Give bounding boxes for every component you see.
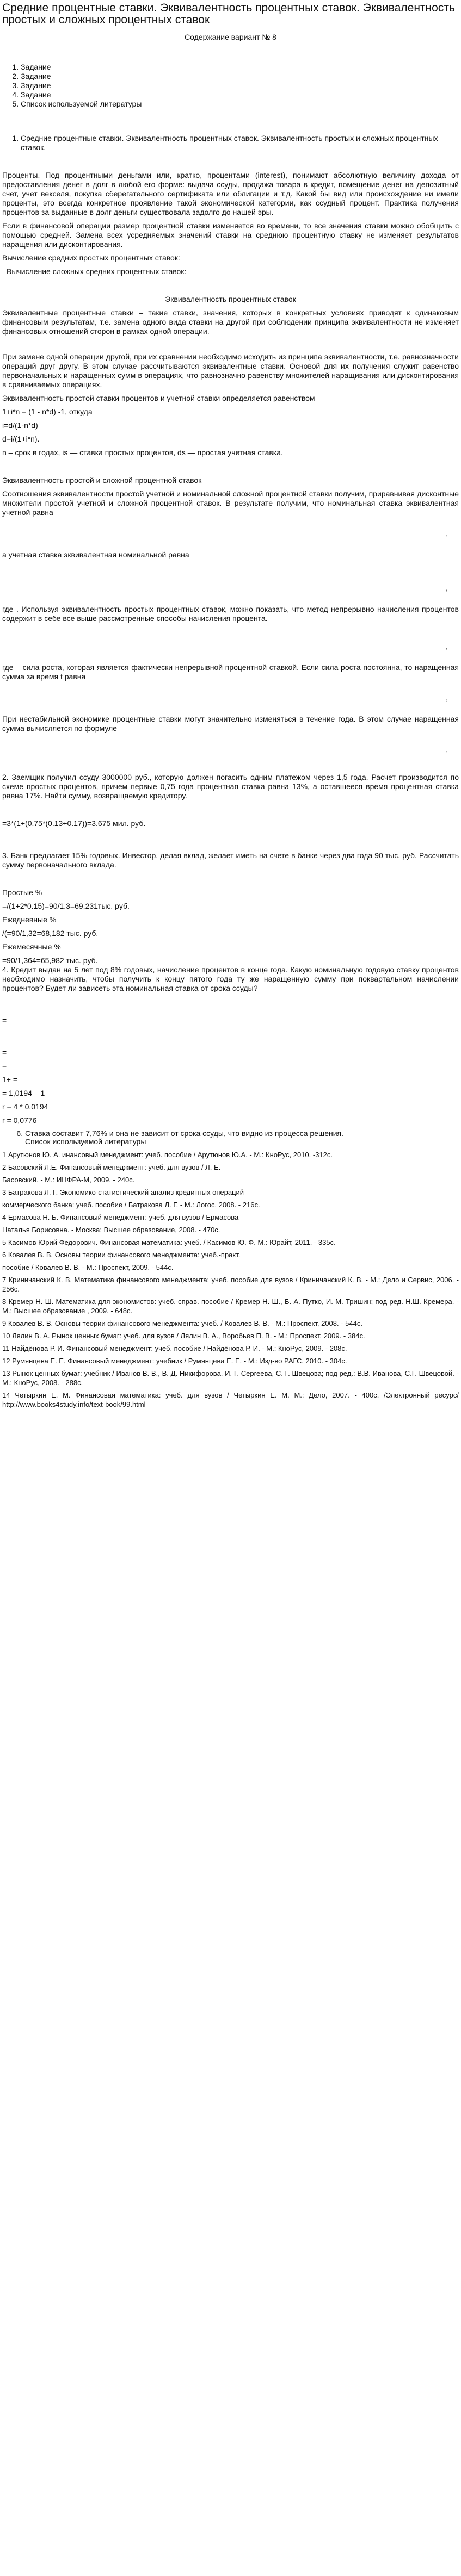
references-list bbox=[2, 1150, 459, 1409]
task-3-solution bbox=[2, 888, 459, 965]
paragraph: Эквивалентность простой ставки процентов и учетной ставки определяется равенством bbox=[2, 394, 315, 402]
reference-item: 2 Басовский Л.Е. Финансовый менеджмент: учеб. для вузов / Л. Е. bbox=[2, 1163, 221, 1171]
formula: i=d/(1-n*d) bbox=[2, 421, 38, 430]
reference-item: 3 Батракова Л. Г. Экономико-статистический анализ кредитных операций bbox=[2, 1188, 244, 1196]
task-3: 3. Банк предлагает 15% годовых. Инвестор, делая вклад, желает иметь на счете в банке через два года 90 тыс. руб. Рассчитать сумму первоначального вклада. bbox=[2, 851, 459, 869]
formula: 1+i*n = (1 - n*d) -1, откуда bbox=[2, 407, 93, 416]
paragraph: где . Используя эквивалентность простых процентных ставок, можно показать, что метод непрерывно начисления процентов содержит в себе все выше рассмотренные способы начисления процента. bbox=[2, 605, 459, 623]
toc-item: 3. Задание bbox=[21, 81, 459, 90]
reference-item: 8 Кремер Н. Ш. Математика для экономистов: учеб.-справ. пособие / Кремер Н. Ш., Б. А. Путко, И. М. Тришин; под ред. Н.Ш. Кремера. - М.: Высшее образование , 2009. - 648с. bbox=[2, 1298, 459, 1315]
document-subtitle: Содержание вариант № 8 bbox=[185, 33, 276, 41]
task-4-solution bbox=[2, 1016, 459, 1125]
conclusion-list bbox=[2, 1129, 459, 1138]
solution-line: = bbox=[2, 1062, 7, 1070]
reference-item: 7 Криничанский К. В. Математика финансового менеджмента: учеб. пособие для вузов / Криничанский К. В. - М.: Дело и Сервис, 2006. - 256с. bbox=[2, 1276, 459, 1293]
paragraph: n – срок в годах, is — ставка простых процентов, ds — простая учетная ставка. bbox=[2, 448, 283, 457]
toc-item: 4. Задание bbox=[21, 90, 459, 100]
reference-item: 9 Ковалев В. В. Основы теории финансового менеджмента: учеб. / Ковалев В. В. - М.: Проспект, 2008. - 544с. bbox=[2, 1319, 362, 1327]
paragraph: где – сила роста, которая является фактически непрерывной процентной ставкой. Если сила роста постоянна, то наращенная сумма за время t равна bbox=[2, 663, 459, 681]
section-heading-list bbox=[2, 134, 459, 152]
formula: =3*(1+(0.75*(0.13+0.17))=3.675 мил. руб. bbox=[2, 819, 146, 828]
solution-line: r = 4 * 0,0194 bbox=[2, 1102, 48, 1111]
reference-item: 1 Арутюнов Ю. А. инансовый менеджмент: учеб. пособие / Арутюнов Ю.А. - М.: КноРус, 2010. -312с. bbox=[2, 1151, 333, 1159]
paragraph: Проценты. Под процентными деньгами или, кратко, процентами (interest), понимают абсолютную величину дохода от предоставления денег в долг в любой его форме: выдача ссуды, продажа товара в кредит, помещение денег на депозитный счет, учет векселя, покупка сберегательного сертификата или облигации и т.д. Какой бы вид или происхождение ни имели проценты, это всегда конкретное проявление такой экономической категории, как ссудный процент. Практика получения процентов за выданные в долг деньги существовала задолго до нашей эры. bbox=[2, 171, 459, 216]
reference-item: 6 Ковалев В. В. Основы теории финансового менеджмента: учеб.-практ. bbox=[2, 1251, 241, 1259]
solution-line: Простые % bbox=[2, 888, 42, 897]
table-of-contents bbox=[2, 63, 459, 109]
solution-line: Ежемесячные % bbox=[2, 942, 61, 951]
solution-line: 1+ = bbox=[2, 1075, 18, 1084]
solution-line: r = 0,0776 bbox=[2, 1116, 37, 1125]
section-heading: 1. Средние процентные ставки. Эквивалентность процентных ставок. Эквивалентность простых и сложных процентных ставок. bbox=[21, 134, 459, 152]
task-4: 4. Кредит выдан на 5 лет под 8% годовых, начисление процентов в конце года. Какую номинальную годовую ставку процентов необходимо назначить, чтобы получить к концу пятого года ту же наращенную сумму при поквартальном начислении процентов? Будет ли зависеть эта номинальная ставка от срока ссуды? bbox=[2, 965, 459, 992]
paragraph: При нестабильной экономике процентные ставки могут значительно изменяться в течение года. В этом случае наращенная сумма вычисляется по формуле bbox=[2, 715, 459, 733]
reference-item: коммерческого банка: учеб. пособие / Батракова Л. Г. - М.: Логос, 2008. - 216с. bbox=[2, 1201, 260, 1209]
solution-line: =/(1+2*0.15)=90/1.3=69,231тыс. руб. bbox=[2, 902, 130, 910]
paragraph: При замене одной операции другой, при их сравнении необходимо исходить из принципа эквивалентности, т.е. равнозначности операций друг другу. В этом случае рассчитываются эквивалентные ставки. Основой для их получения служит равенство первоначальных и наращенных сумм в операциях, что равнозначно равенству множителей наращивания или дисконтирования в сравниваемых операциях. bbox=[2, 352, 459, 389]
section-heading: Эквивалентность простой и сложной процентной ставок bbox=[2, 476, 202, 485]
solution-line: Ежедневные % bbox=[2, 915, 57, 924]
reference-item: Наталья Борисовна. - Москва: Высшее образование, 2008. - 470с. bbox=[2, 1226, 220, 1234]
formula-placeholder: , bbox=[446, 584, 448, 592]
formula-placeholder: , bbox=[446, 642, 448, 650]
solution-line: =90/1,364=65,982 тыс. руб. bbox=[2, 956, 98, 965]
paragraph: Если в финансовой операции размер процентной ставки изменяется во времени, то все значения ставки можно обобщить с помощью средней. Замена всех усредняемых значений ставки на среднюю процентную ставку не изменяет результатов наращения или дисконтирования. bbox=[2, 221, 459, 249]
solution-line: = bbox=[2, 1048, 7, 1057]
document-title: Средние процентные ставки. Эквивалентность процентных ставок. Эквивалентность простых и сложных процентных ставок bbox=[2, 2, 455, 26]
toc-item: 5. Список используемой литературы bbox=[21, 100, 459, 109]
formula: d=i/(1+i*n). bbox=[2, 434, 40, 443]
reference-item: 14 Четыркин Е. М. Финансовая математика: учеб. для вузов / Четыркин Е. М. М.: Дело, 2007. - 400с. /Электронный ресурс/ http://www.books4study.info/text-book/99.html bbox=[2, 1391, 459, 1408]
references-heading: Список используемой литературы bbox=[25, 1137, 146, 1146]
reference-item: 4 Ермасова Н. Б. Финансовый менеджмент: учеб. для вузов / Ермасова bbox=[2, 1213, 239, 1221]
section-heading: Эквивалентность процентных ставок bbox=[165, 295, 296, 303]
conclusion-text: 6. Ставка составит 7,76% и она не зависит от срока ссуды, что видно из процесса решения. bbox=[25, 1129, 459, 1138]
task-2: 2. Заемщик получил ссуду 3000000 руб., которую должен погасить одним платежом через 1,5 года. Расчет производится по схеме простых процентов, причем первые 0,75 года процентная ставка равна 13%, а оставшееся время процентная ставка равна 17%. Найти сумму, возвращаемую кредитору. bbox=[2, 773, 459, 800]
paragraph: Соотношения эквивалентности простой учетной и номинальной сложной процентной ставки получим, приравнивая дисконтные множители простой учетной и сложной процентной ставок. В результате получим, что номинальная ставка эквивалентная учетной равна bbox=[2, 489, 459, 517]
paragraph: а учетная ставка эквивалентная номинальной равна bbox=[2, 550, 189, 559]
solution-line: = bbox=[2, 1016, 7, 1025]
solution-line: /(=90/1,32=68,182 тыс. руб. bbox=[2, 929, 99, 938]
toc-item: 1. Задание bbox=[21, 63, 459, 72]
reference-item: 13 Рынок ценных бумаг: учебник / Иванов В. В., В. Д. Никифорова, И. Г. Сергеева, С. Г. Швецова; под ред.: В.В. Иванова, С.Г. Швецовой. - М.: КноРус, 2008. - 288с. bbox=[2, 1369, 459, 1387]
reference-item: 11 Найдёнова Р. И. Финансовый менеджмент: учеб. пособие / Найдёнова Р. И. - М.: КноРус, 2009. - 208с. bbox=[2, 1344, 347, 1352]
solution-line: = 1,0194 – 1 bbox=[2, 1089, 45, 1097]
reference-item: Басовский. - М.: ИНФРА-М, 2009. - 240с. bbox=[2, 1176, 135, 1184]
reference-item: пособие / Ковалев В. В. - М.: Проспект, 2009. - 544с. bbox=[2, 1263, 174, 1271]
reference-item: 10 Лялин В. А. Рынок ценных бумаг: учеб. для вузов / Лялин В. А., Воробьев П. В. - М.: Проспект, 2009. - 384с. bbox=[2, 1332, 365, 1340]
formula-placeholder: , bbox=[446, 529, 448, 538]
formula-placeholder: , bbox=[446, 745, 448, 754]
reference-item: 12 Румянцева Е. Е. Финансовый менеджмент: учебник / Румянцева Е. Е. - М.: Изд-во РАГС, 2010. - 304с. bbox=[2, 1357, 347, 1365]
paragraph: Эквивалентные процентные ставки – такие ставки, значения, которых в конкретных условиях приводят к одинаковым финансовым результатам, т.е. замена одного вида ставки на другой при соблюдении принципа эквивалентности не изменяет финансовых отношений сторон в рамках одной операции. bbox=[2, 308, 459, 336]
paragraph: Вычисление средних простых процентных ставок: bbox=[2, 253, 180, 262]
formula-placeholder: , bbox=[446, 693, 448, 702]
paragraph: Вычисление сложных средних процентных ставок: bbox=[7, 267, 187, 276]
toc-item: 2. Задание bbox=[21, 72, 459, 81]
reference-item: 5 Касимов Юрий Федорович. Финансовая математика: учеб. / Касимов Ю. Ф. М.: Юрайт, 2011. - 335с. bbox=[2, 1238, 336, 1246]
